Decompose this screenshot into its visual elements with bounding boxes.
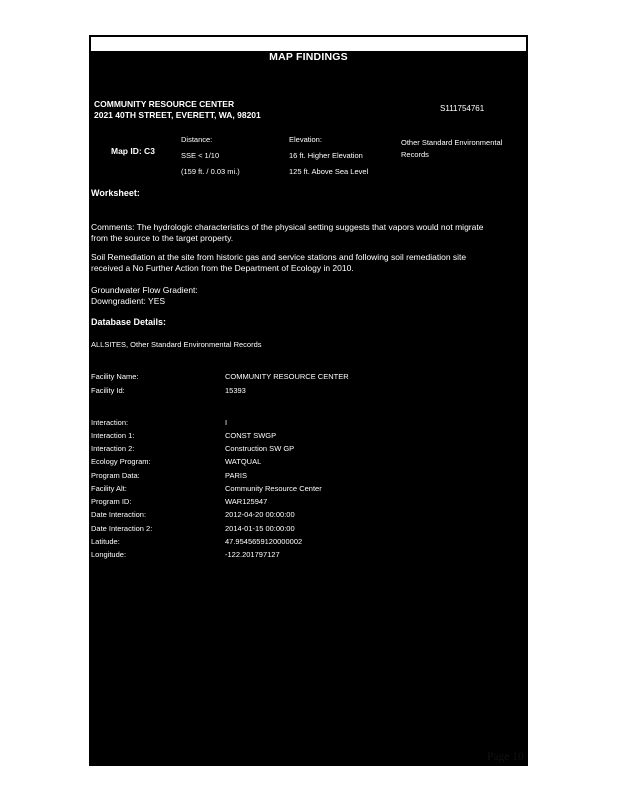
field-value: I: [225, 418, 228, 427]
field-label: Ecology Program:: [91, 457, 151, 466]
soil-line: Soil Remediation at the site from historic gas and service stations and following soil remediation site: [91, 252, 467, 262]
field-value: PARIS: [225, 471, 247, 480]
field-label: Date Interaction:: [91, 510, 147, 519]
elevation-value: 16 ft. Higher Elevation: [289, 151, 363, 160]
site-name: COMMUNITY RESOURCE CENTER: [94, 99, 235, 109]
elevation-label: Elevation:: [289, 135, 322, 144]
database-type-line2: Records: [401, 150, 429, 159]
field-row: [91, 524, 471, 537]
field-row: [91, 550, 471, 563]
map-id: Map ID: C3: [111, 146, 155, 156]
field-value: WAR125947: [225, 497, 268, 506]
field-value: 47.9545659120000002: [225, 537, 303, 546]
field-label: Program Data:: [91, 471, 140, 480]
field-label: Facility Id:: [91, 386, 125, 395]
groundwater-paragraph: [91, 285, 521, 307]
allsites-records: ALLSITES, Other Standard Environmental Records: [91, 340, 262, 349]
field-value: 15393: [225, 386, 246, 395]
page-number: Page 10: [487, 751, 524, 763]
field-value: Construction SW GP: [225, 444, 295, 453]
field-label: Interaction 2:: [91, 444, 135, 453]
distance-label: Distance:: [181, 135, 213, 144]
comments-line: from the source to the target property.: [91, 233, 234, 243]
field-label: Date Interaction 2:: [91, 524, 153, 533]
site-address: 2021 40TH STREET, EVERETT, WA, 98201: [94, 110, 261, 120]
distance-detail: (159 ft. / 0.03 mi.): [181, 167, 240, 176]
database-details-heading: Database Details:: [91, 317, 167, 327]
field-row: [91, 444, 471, 457]
field-value: CONST SWGP: [225, 431, 277, 440]
comments-paragraph: [91, 222, 521, 244]
soil-remediation-paragraph: [91, 252, 521, 274]
field-row: [91, 510, 471, 523]
field-row: [91, 497, 471, 510]
field-row: [91, 418, 471, 431]
field-value: WATQUAL: [225, 457, 262, 466]
field-label: Interaction 1:: [91, 431, 135, 440]
page-title: MAP FINDINGS: [269, 51, 348, 63]
field-row: [91, 537, 471, 550]
field-row: [91, 386, 471, 399]
header-bar: [91, 37, 526, 51]
field-value: Community Resource Center: [225, 484, 322, 493]
field-label: Longitude:: [91, 550, 127, 559]
field-value: 2012-04-20 00:00:00: [225, 510, 295, 519]
field-row: [91, 471, 471, 484]
distance-value: SSE < 1/10: [181, 151, 220, 160]
field-label: Facility Alt:: [91, 484, 127, 493]
database-type-line1: Other Standard Environmental: [401, 138, 503, 147]
field-label: Latitude:: [91, 537, 120, 546]
comments-line: Comments: The hydrologic characteristics of the physical setting suggests that vapors would not migrate: [91, 222, 484, 232]
field-row: [91, 431, 471, 444]
field-label: Program ID:: [91, 497, 132, 506]
field-label: Facility Name:: [91, 372, 139, 381]
groundwater-line: Groundwater Flow Gradient:: [91, 285, 198, 295]
field-row: [91, 484, 471, 497]
field-row: [91, 372, 471, 385]
downgradient-line: Downgradient: YES: [91, 296, 166, 306]
document-page: [89, 35, 528, 766]
field-value: 2014-01-15 00:00:00: [225, 524, 295, 533]
elevation-detail: 125 ft. Above Sea Level: [289, 167, 369, 176]
field-value: COMMUNITY RESOURCE CENTER: [225, 372, 349, 381]
field-label: Interaction:: [91, 418, 129, 427]
worksheet-heading: Worksheet:: [91, 188, 140, 198]
field-row: [91, 457, 471, 470]
site-id: S111754761: [440, 104, 485, 113]
soil-line: received a No Further Action from the Department of Ecology in 2010.: [91, 263, 354, 273]
field-value: -122.201797127: [225, 550, 280, 559]
